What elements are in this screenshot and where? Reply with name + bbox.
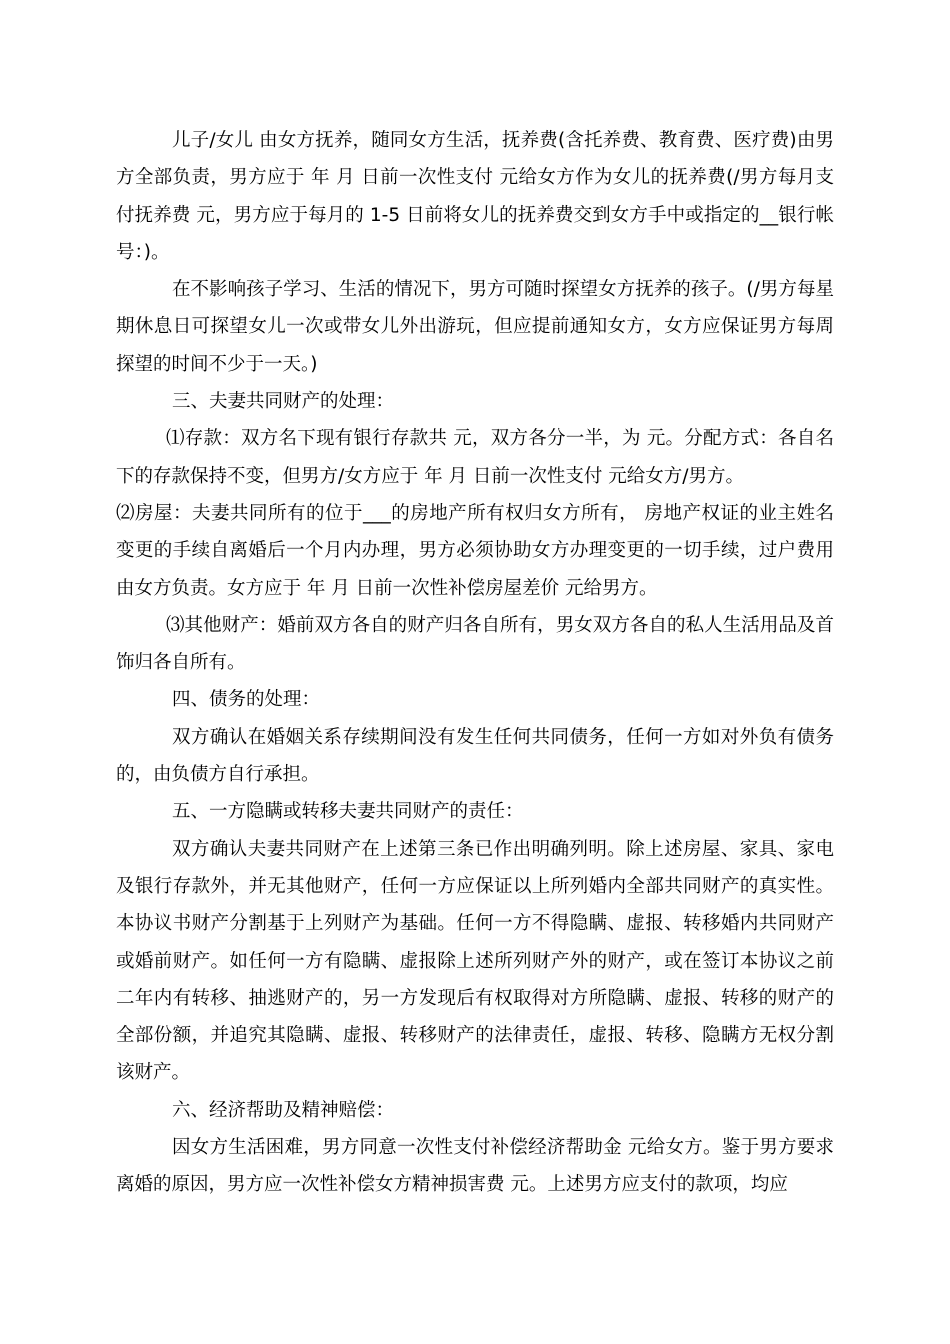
paragraph-other-property: ⑶其他财产：婚前双方各自的财产归各自所有，男女双方各自的私人生活用品及首饰归各自所有。: [116, 614, 834, 674]
heading-section-5: 五、一方隐瞒或转移夫妻共同财产的责任：: [172, 801, 524, 823]
paragraph-visitation: 在不影响孩子学习、生活的情况下，男方可随时探望女方抚养的孩子。(/男方每星期休息日可探望女儿一次或带女儿外出游玩，但应提前通知女方，女方应保证男方每周探望的时间不少于一天。): [116, 279, 834, 375]
paragraph-compensation: 因女方生活困难，男方同意一次性支付补偿经济帮助金 元给女方。鉴于男方要求离婚的原因，男方应一次性补偿女方精神损害费 元。上述男方应支付的款项，均应: [116, 1137, 834, 1196]
paragraph-concealment: 双方确认夫妻共同财产在上述第三条已作出明确列明。除上述房屋、家具、家电及银行存款外，并无其他财产，任何一方应保证以上所列婚内全部共同财产的真实性。本协议书财产分割基于上列财产为基础。任何一方不得隐瞒、虚报、转移婚内共同财产或婚前财产。如任何一方有隐瞒、虚报除上述所列财产外的财产，或在签订本协议之前 二年内有转移、抽逃财产的，另一方发现后有权取得对方所隐瞒、虚报、转移的财产的全部份额，并追究其隐瞒、虚报、转移财产的法律责任，虚报、转移、隐瞒方无权分割该财产。: [116, 838, 840, 1084]
heading-section-6: 六、经济帮助及精神赔偿：: [172, 1099, 395, 1121]
heading-section-3: 三、夫妻共同财产的处理：: [172, 391, 395, 413]
paragraph-house: ⑵房屋：夫妻共同所有的位于___的房地产所有权归女方所有， 房地产权证的业主姓名变更的手续自离婚后一个月内办理，男方必须协助女方办理变更的一切手续，过户费用由女方负责。女方应于 年 月 日前一次性补偿房屋差价 元给男方。: [116, 502, 834, 599]
paragraph-child-custody: 儿子/女儿 由女方抚养，随同女方生活，抚养费(含托养费、教育费、医疗费)由男方全部负责，男方应于 年 月 日前一次性支付 元给女方作为女儿的抚养费(/男方每月支付抚养费 元，男方应于每月的 1-5 日前将女儿的抚养费交到女方手中或指定的__银行帐号：)。: [116, 130, 834, 263]
heading-section-4: 四、债务的处理：: [172, 689, 321, 711]
paragraph-debts: 双方确认在婚姻关系存续期间没有发生任何共同债务，任何一方如对外负有债务的，由负债方自行承担。: [116, 726, 834, 786]
paragraph-deposits: ⑴存款：双方名下现有银行存款共 元，双方各分一半，为 元。分配方式：各自名下的存款保持不变，但男方/女方应于 年 月 日前一次性支付 元给女方/男方。: [116, 428, 834, 487]
document-body: [116, 122, 840, 1204]
